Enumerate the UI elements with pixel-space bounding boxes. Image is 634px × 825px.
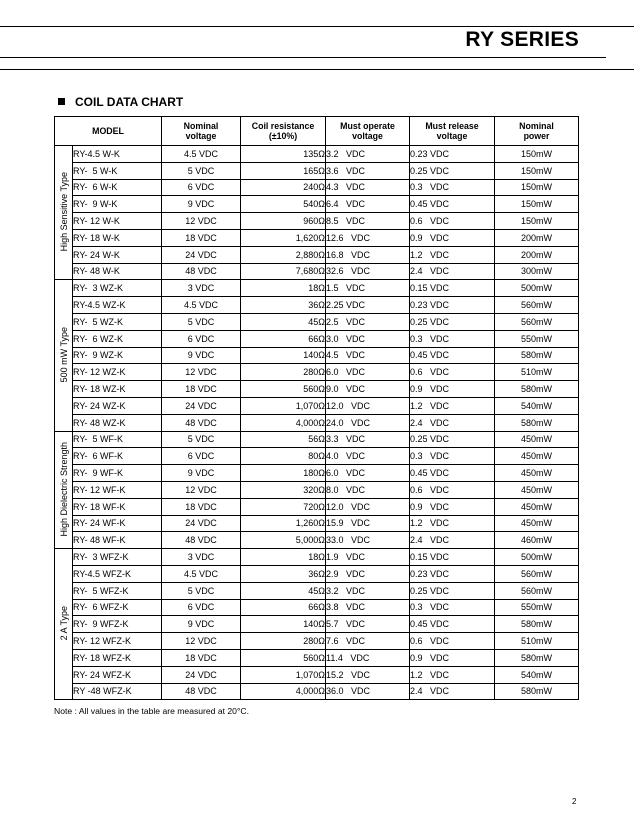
model-cell: RY- 6 WF-K (73, 448, 162, 465)
power-cell: 150mW (495, 146, 579, 163)
model-cell: RY- 18 W-K (73, 229, 162, 246)
voltage-cell: 6 VDC (162, 179, 241, 196)
model-cell: RY- 48 W-K (73, 263, 162, 280)
release-cell: 2.4 VDC (410, 263, 495, 280)
table-row (55, 683, 579, 700)
table-row (55, 213, 579, 230)
release-cell: 0.3 VDC (410, 179, 495, 196)
power-cell: 450mW (495, 465, 579, 482)
power-cell: 450mW (495, 498, 579, 515)
table-row (55, 481, 579, 498)
model-cell: RY- 24 WFZ-K (73, 666, 162, 683)
table-row (55, 465, 579, 482)
model-cell: RY- 3 WZ-K (73, 280, 162, 297)
model-cell: RY- 24 W-K (73, 246, 162, 263)
model-cell: RY- 12 WFZ-K (73, 633, 162, 650)
table-row (55, 146, 579, 163)
resistance-cell: 4,000Ω (241, 683, 326, 700)
section-heading-text: COIL DATA CHART (75, 95, 184, 109)
series-title: RY SERIES (465, 28, 579, 51)
power-cell: 580mW (495, 683, 579, 700)
power-cell: 460mW (495, 532, 579, 549)
release-cell: 0.45 VDC (410, 616, 495, 633)
power-cell: 200mW (495, 229, 579, 246)
power-cell: 550mW (495, 330, 579, 347)
release-cell: 0.9 VDC (410, 229, 495, 246)
table-row (55, 347, 579, 364)
table-row (55, 263, 579, 280)
coil-data-table (54, 116, 579, 700)
table-row (55, 599, 579, 616)
model-cell: RY- 5 WF-K (73, 431, 162, 448)
voltage-cell: 9 VDC (162, 616, 241, 633)
resistance-cell: 320Ω (241, 481, 326, 498)
group-label-cell (55, 549, 73, 700)
power-cell: 150mW (495, 179, 579, 196)
power-cell: 150mW (495, 162, 579, 179)
model-cell: RY-4.5 WFZ-K (73, 565, 162, 582)
model-cell: RY- 9 WFZ-K (73, 616, 162, 633)
operate-cell: 6.0 VDC (326, 364, 410, 381)
operate-cell: 36.0 VDC (326, 683, 410, 700)
group-label-cell (55, 146, 73, 280)
resistance-cell: 66Ω (241, 330, 326, 347)
header-coil-resistance (241, 117, 326, 146)
release-cell: 0.9 VDC (410, 649, 495, 666)
table-header-row (55, 117, 579, 146)
release-cell: 0.6 VDC (410, 364, 495, 381)
voltage-cell: 4.5 VDC (162, 565, 241, 582)
operate-cell: 3.2 VDC (326, 146, 410, 163)
release-cell: 0.25 VDC (410, 313, 495, 330)
table-row (55, 196, 579, 213)
header-rule-bottom (0, 69, 634, 70)
voltage-cell: 3 VDC (162, 280, 241, 297)
model-cell: RY- 18 WFZ-K (73, 649, 162, 666)
release-cell: 0.45 VDC (410, 196, 495, 213)
header-line: Nominal (183, 121, 219, 131)
model-cell: RY- 6 WZ-K (73, 330, 162, 347)
table-row (55, 549, 579, 566)
resistance-cell: 140Ω (241, 347, 326, 364)
release-cell: 0.15 VDC (410, 280, 495, 297)
resistance-cell: 560Ω (241, 649, 326, 666)
operate-cell: 3.3 VDC (326, 431, 410, 448)
model-cell: RY- 5 WFZ-K (73, 582, 162, 599)
resistance-cell: 135Ω (241, 146, 326, 163)
resistance-cell: 4,000Ω (241, 414, 326, 431)
header-nominal-voltage (162, 117, 241, 146)
table-row (55, 381, 579, 398)
operate-cell: 2.5 VDC (326, 313, 410, 330)
voltage-cell: 5 VDC (162, 162, 241, 179)
header-line: voltage (352, 131, 383, 141)
power-cell: 300mW (495, 263, 579, 280)
power-cell: 560mW (495, 313, 579, 330)
table-row (55, 162, 579, 179)
resistance-cell: 18Ω (241, 549, 326, 566)
power-cell: 500mW (495, 280, 579, 297)
table-row (55, 649, 579, 666)
power-cell: 540mW (495, 397, 579, 414)
voltage-cell: 18 VDC (162, 229, 241, 246)
voltage-cell: 5 VDC (162, 313, 241, 330)
voltage-cell: 18 VDC (162, 498, 241, 515)
group-label-cell (55, 431, 73, 549)
header-rule-lower (0, 57, 606, 58)
model-cell: RY- 48 WZ-K (73, 414, 162, 431)
release-cell: 0.6 VDC (410, 213, 495, 230)
resistance-cell: 36Ω (241, 297, 326, 314)
model-cell: RY- 9 WF-K (73, 465, 162, 482)
operate-cell: 7.6 VDC (326, 633, 410, 650)
release-cell: 2.4 VDC (410, 683, 495, 700)
resistance-cell: 56Ω (241, 431, 326, 448)
bullet-square-icon (58, 98, 65, 105)
header-must-release (410, 117, 495, 146)
resistance-cell: 80Ω (241, 448, 326, 465)
voltage-cell: 18 VDC (162, 649, 241, 666)
header-line: Nominal (519, 121, 554, 131)
model-cell: RY- 12 WZ-K (73, 364, 162, 381)
operate-cell: 3.0 VDC (326, 330, 410, 347)
group-label-cell (55, 280, 73, 431)
release-cell: 0.6 VDC (410, 633, 495, 650)
table-row (55, 633, 579, 650)
release-cell: 0.6 VDC (410, 481, 495, 498)
resistance-cell: 180Ω (241, 465, 326, 482)
power-cell: 450mW (495, 515, 579, 532)
header-top-rule (0, 26, 634, 27)
model-cell: RY- 18 WF-K (73, 498, 162, 515)
operate-cell: 16.8 VDC (326, 246, 410, 263)
release-cell: 0.9 VDC (410, 381, 495, 398)
table-row (55, 582, 579, 599)
voltage-cell: 48 VDC (162, 414, 241, 431)
group-label: 2 A Type (58, 606, 69, 641)
model-cell: RY- 24 WZ-K (73, 397, 162, 414)
header-model: MODEL (55, 117, 162, 146)
resistance-cell: 280Ω (241, 364, 326, 381)
operate-cell: 4.0 VDC (326, 448, 410, 465)
power-cell: 200mW (495, 246, 579, 263)
header-nominal-power (495, 117, 579, 146)
resistance-cell: 45Ω (241, 582, 326, 599)
resistance-cell: 5,000Ω (241, 532, 326, 549)
resistance-cell: 240Ω (241, 179, 326, 196)
resistance-cell: 560Ω (241, 381, 326, 398)
table-row (55, 364, 579, 381)
table-row (55, 498, 579, 515)
model-cell: RY- 18 WZ-K (73, 381, 162, 398)
table-row (55, 448, 579, 465)
power-cell: 500mW (495, 549, 579, 566)
table-row (55, 229, 579, 246)
power-cell: 580mW (495, 347, 579, 364)
table-row (55, 179, 579, 196)
header-line: power (523, 131, 550, 141)
operate-cell: 5.7 VDC (326, 616, 410, 633)
model-cell: RY- 48 WF-K (73, 532, 162, 549)
release-cell: 1.2 VDC (410, 515, 495, 532)
table-row (55, 666, 579, 683)
resistance-cell: 36Ω (241, 565, 326, 582)
table-row (55, 431, 579, 448)
release-cell: 1.2 VDC (410, 246, 495, 263)
table-row (55, 280, 579, 297)
voltage-cell: 48 VDC (162, 532, 241, 549)
voltage-cell: 24 VDC (162, 397, 241, 414)
resistance-cell: 18Ω (241, 280, 326, 297)
voltage-cell: 4.5 VDC (162, 146, 241, 163)
table-row (55, 532, 579, 549)
power-cell: 560mW (495, 297, 579, 314)
model-cell: RY- 12 W-K (73, 213, 162, 230)
power-cell: 540mW (495, 666, 579, 683)
model-cell: RY- 9 WZ-K (73, 347, 162, 364)
release-cell: 0.25 VDC (410, 162, 495, 179)
operate-cell: 1.9 VDC (326, 549, 410, 566)
voltage-cell: 9 VDC (162, 347, 241, 364)
table-row (55, 313, 579, 330)
power-cell: 580mW (495, 616, 579, 633)
voltage-cell: 24 VDC (162, 666, 241, 683)
resistance-cell: 2,880Ω (241, 246, 326, 263)
power-cell: 510mW (495, 633, 579, 650)
resistance-cell: 1,260Ω (241, 515, 326, 532)
power-cell: 450mW (495, 431, 579, 448)
power-cell: 450mW (495, 448, 579, 465)
power-cell: 580mW (495, 414, 579, 431)
voltage-cell: 18 VDC (162, 381, 241, 398)
header-line: Must release (425, 121, 479, 131)
power-cell: 560mW (495, 582, 579, 599)
operate-cell: 3.2 VDC (326, 582, 410, 599)
operate-cell: 4.3 VDC (326, 179, 410, 196)
voltage-cell: 48 VDC (162, 263, 241, 280)
model-cell: RY- 5 W-K (73, 162, 162, 179)
header-line: Coil resistance (251, 121, 315, 131)
operate-cell: 1.5 VDC (326, 280, 410, 297)
table-row (55, 414, 579, 431)
power-cell: 550mW (495, 599, 579, 616)
operate-cell: 15.2 VDC (326, 666, 410, 683)
power-cell: 580mW (495, 381, 579, 398)
resistance-cell: 140Ω (241, 616, 326, 633)
power-cell: 580mW (495, 649, 579, 666)
resistance-cell: 960Ω (241, 213, 326, 230)
operate-cell: 9.0 VDC (326, 381, 410, 398)
group-label: High Dielectric Strength (58, 441, 69, 537)
table-row (55, 616, 579, 633)
power-cell: 150mW (495, 196, 579, 213)
operate-cell: 12.6 VDC (326, 229, 410, 246)
operate-cell: 4.5 VDC (326, 347, 410, 364)
resistance-cell: 165Ω (241, 162, 326, 179)
operate-cell: 8.0 VDC (326, 481, 410, 498)
release-cell: 1.2 VDC (410, 397, 495, 414)
voltage-cell: 9 VDC (162, 196, 241, 213)
operate-cell: 11.4 VDC (326, 649, 410, 666)
model-cell: RY- 3 WFZ-K (73, 549, 162, 566)
voltage-cell: 12 VDC (162, 213, 241, 230)
table-row (55, 246, 579, 263)
group-label: 500 mW Type (58, 326, 69, 383)
power-cell: 510mW (495, 364, 579, 381)
operate-cell: 6.4 VDC (326, 196, 410, 213)
operate-cell: 32.6 VDC (326, 263, 410, 280)
release-cell: 1.2 VDC (410, 666, 495, 683)
operate-cell: 15.9 VDC (326, 515, 410, 532)
power-cell: 150mW (495, 213, 579, 230)
operate-cell: 8.5 VDC (326, 213, 410, 230)
release-cell: 0.23 VDC (410, 565, 495, 582)
model-cell: RY- 6 WFZ-K (73, 599, 162, 616)
model-cell: RY- 24 WF-K (73, 515, 162, 532)
operate-cell: 12.0 VDC (326, 397, 410, 414)
power-cell: 560mW (495, 565, 579, 582)
resistance-cell: 720Ω (241, 498, 326, 515)
release-cell: 2.4 VDC (410, 532, 495, 549)
table-row (55, 297, 579, 314)
voltage-cell: 6 VDC (162, 448, 241, 465)
voltage-cell: 4.5 VDC (162, 297, 241, 314)
voltage-cell: 5 VDC (162, 431, 241, 448)
voltage-cell: 9 VDC (162, 465, 241, 482)
voltage-cell: 12 VDC (162, 633, 241, 650)
release-cell: 0.25 VDC (410, 582, 495, 599)
release-cell: 0.3 VDC (410, 330, 495, 347)
model-cell: RY- 5 WZ-K (73, 313, 162, 330)
power-cell: 450mW (495, 481, 579, 498)
release-cell: 2.4 VDC (410, 414, 495, 431)
model-cell: RY- 12 WF-K (73, 481, 162, 498)
operate-cell: 6.0 VDC (326, 465, 410, 482)
release-cell: 0.23 VDC (410, 146, 495, 163)
resistance-cell: 280Ω (241, 633, 326, 650)
voltage-cell: 5 VDC (162, 582, 241, 599)
table-row (55, 397, 579, 414)
release-cell: 0.23 VDC (410, 297, 495, 314)
table-row (55, 330, 579, 347)
page-number: 2 (572, 797, 577, 806)
section-heading (58, 95, 183, 109)
operate-cell: 3.8 VDC (326, 599, 410, 616)
release-cell: 0.3 VDC (410, 599, 495, 616)
resistance-cell: 45Ω (241, 313, 326, 330)
model-cell: RY- 6 W-K (73, 179, 162, 196)
release-cell: 0.15 VDC (410, 549, 495, 566)
release-cell: 0.9 VDC (410, 498, 495, 515)
table-row (55, 565, 579, 582)
table-row (55, 515, 579, 532)
voltage-cell: 3 VDC (162, 549, 241, 566)
resistance-cell: 66Ω (241, 599, 326, 616)
model-cell: RY- 9 W-K (73, 196, 162, 213)
operate-cell: 12.0 VDC (326, 498, 410, 515)
header-line: (±10%) (268, 131, 298, 141)
group-label: High Sensitive Type (58, 171, 69, 252)
voltage-cell: 6 VDC (162, 330, 241, 347)
resistance-cell: 1,620Ω (241, 229, 326, 246)
operate-cell: 2.9 VDC (326, 565, 410, 582)
header-line: voltage (436, 131, 468, 141)
header-line: voltage (185, 131, 217, 141)
footnote: Note : All values in the table are measured at 20°C. (54, 706, 249, 716)
operate-cell: 2.25 VDC (326, 297, 410, 314)
resistance-cell: 1,070Ω (241, 666, 326, 683)
release-cell: 0.25 VDC (410, 431, 495, 448)
voltage-cell: 12 VDC (162, 481, 241, 498)
resistance-cell: 540Ω (241, 196, 326, 213)
voltage-cell: 24 VDC (162, 515, 241, 532)
header-line: Must operate (340, 121, 395, 131)
voltage-cell: 24 VDC (162, 246, 241, 263)
operate-cell: 24.0 VDC (326, 414, 410, 431)
resistance-cell: 1,070Ω (241, 397, 326, 414)
model-cell: RY-4.5 W-K (73, 146, 162, 163)
table-body (55, 146, 579, 700)
release-cell: 0.3 VDC (410, 448, 495, 465)
resistance-cell: 7,680Ω (241, 263, 326, 280)
header-must-operate (326, 117, 410, 146)
voltage-cell: 48 VDC (162, 683, 241, 700)
voltage-cell: 6 VDC (162, 599, 241, 616)
operate-cell: 3.6 VDC (326, 162, 410, 179)
release-cell: 0.45 VDC (410, 347, 495, 364)
release-cell: 0.45 VDC (410, 465, 495, 482)
model-cell: RY-4.5 WZ-K (73, 297, 162, 314)
model-cell: RY -48 WFZ-K (73, 683, 162, 700)
voltage-cell: 12 VDC (162, 364, 241, 381)
operate-cell: 33.0 VDC (326, 532, 410, 549)
